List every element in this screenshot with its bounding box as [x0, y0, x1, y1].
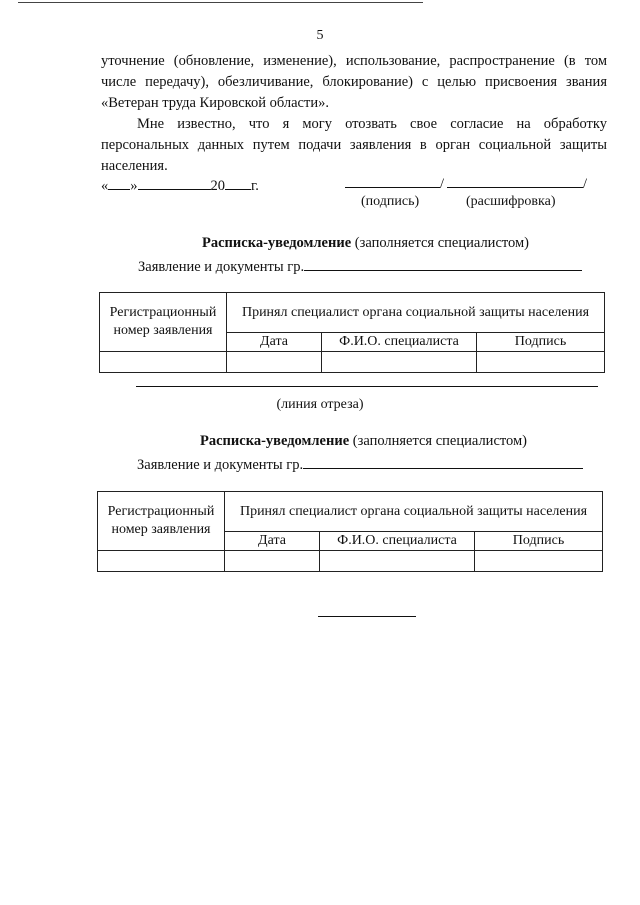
receipt-statement-1 — [138, 256, 582, 276]
year-blank[interactable] — [225, 175, 251, 190]
receipt-table-1 — [99, 292, 605, 373]
reg-number-header: Регистрационный номер заявления — [98, 492, 225, 551]
month-blank[interactable] — [138, 175, 211, 190]
date-cell[interactable] — [225, 551, 320, 572]
receipt-table-2 — [97, 491, 603, 572]
applicant-name-blank[interactable] — [303, 454, 583, 469]
consent-paragraph-1: уточнение (обновление, изменение), использование, распространение (в том числе передачу), обезличивание, блокирование) с целью присвоения звания «Ветеран труда Кировской области». — [101, 53, 607, 111]
receipt-note: (заполняется специалистом) — [352, 433, 527, 449]
page-number: 5 — [316, 28, 324, 43]
top-border-line — [18, 2, 423, 3]
date-column-header: Дата — [227, 333, 322, 352]
cut-line-label: (линия отреза) — [276, 397, 364, 412]
signature-caption: (подпись) — [361, 194, 420, 209]
accepted-by-header: Принял специалист органа социальной защиты населения — [227, 293, 605, 333]
specialist-name-cell[interactable] — [322, 352, 477, 373]
reg-number-header: Регистрационный номер заявления — [100, 293, 227, 352]
applicant-name-blank[interactable] — [304, 256, 582, 271]
receipt-title: Расписка-уведомление — [202, 235, 352, 251]
date-open-quote: « — [101, 178, 109, 194]
receipt-statement-text: Заявление и документы гр. — [137, 457, 304, 473]
signature-closing-slash: / — [583, 176, 588, 192]
year-suffix: г. — [251, 178, 259, 194]
receipt-heading-2 — [200, 432, 527, 450]
specialist-name-column-header: Ф.И.О. специалиста — [322, 333, 477, 352]
receipt-statement-2 — [137, 454, 583, 474]
date-field — [101, 175, 259, 195]
cut-line — [136, 386, 598, 387]
signature-separator-slash: / — [440, 176, 445, 192]
reg-number-cell[interactable] — [100, 352, 227, 373]
signature-column-header: Подпись — [475, 532, 603, 551]
specialist-name-cell[interactable] — [320, 551, 475, 572]
signature-column-header: Подпись — [477, 333, 605, 352]
date-column-header: Дата — [225, 532, 320, 551]
receipt-statement-text: Заявление и документы гр. — [138, 259, 305, 275]
day-blank[interactable] — [108, 175, 130, 190]
transcript-caption: (расшифровка) — [466, 194, 556, 209]
date-cell[interactable] — [227, 352, 322, 373]
reg-number-cell[interactable] — [98, 551, 225, 572]
year-prefix: 20 — [210, 178, 225, 194]
signature-line[interactable] — [345, 187, 440, 188]
signature-cell[interactable] — [477, 352, 605, 373]
receipt-title: Расписка-уведомление — [200, 433, 350, 449]
receipt-heading-1 — [202, 234, 529, 252]
date-close-quote: » — [130, 178, 138, 194]
signature-cell[interactable] — [475, 551, 603, 572]
end-of-document-line — [318, 616, 416, 617]
transcript-line[interactable] — [447, 187, 583, 188]
consent-paragraph-2: Мне известно, что я могу отозвать свое согласие на обработку персональных данных путем подачи заявления в орган социальной защиты населения. — [101, 116, 607, 174]
accepted-by-header: Принял специалист органа социальной защиты населения — [225, 492, 603, 532]
receipt-note: (заполняется специалистом) — [354, 235, 529, 251]
specialist-name-column-header: Ф.И.О. специалиста — [320, 532, 475, 551]
